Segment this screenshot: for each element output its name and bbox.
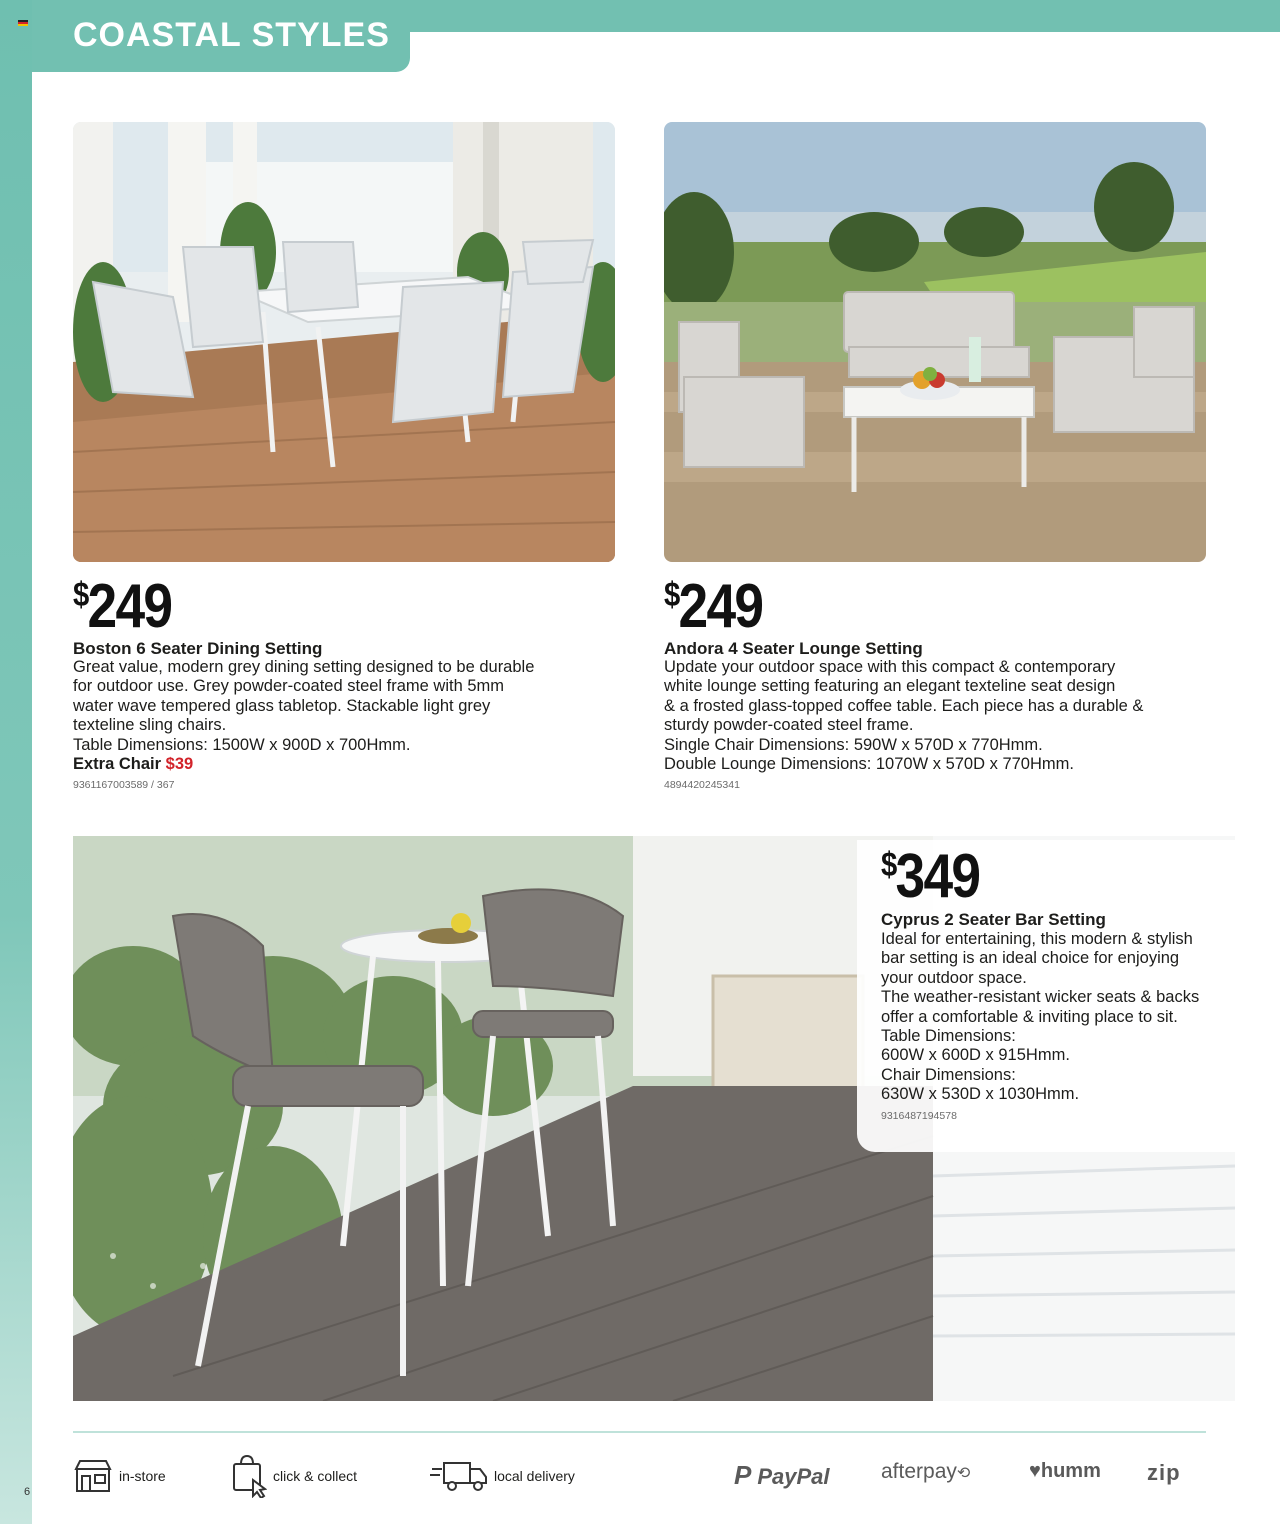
description-line: The weather-resistant wicker seats & backs	[881, 988, 1200, 1007]
andora-lounge-photo	[664, 122, 1206, 562]
andora-title: Andora 4 Seater Lounge Setting	[664, 639, 923, 658]
boston-title: Boston 6 Seater Dining Setting	[73, 639, 323, 658]
description-line: 600W x 600D x 915Hmm.	[881, 1046, 1070, 1065]
description-line: offer a comfortable & inviting place to sit.	[881, 1007, 1178, 1026]
description-line: Table Dimensions:	[881, 1027, 1016, 1046]
payment-name: zip	[1147, 1460, 1181, 1485]
service-label: in-store	[119, 1468, 166, 1484]
description-line: Double Lounge Dimensions: 1070W x 570D x 770Hmm.	[664, 755, 1074, 774]
description-line: Great value, modern grey dining setting designed to be durable	[73, 658, 535, 676]
paypal-mark-icon: P	[734, 1460, 752, 1490]
page-number: 6	[24, 1486, 31, 1498]
payment-name: afterpay	[881, 1460, 957, 1483]
price-value: 249	[87, 572, 172, 641]
store-icon	[73, 1459, 113, 1493]
humm-mark-icon: ♥	[1029, 1460, 1041, 1482]
afterpay-logo	[881, 1460, 970, 1484]
service-label: local delivery	[494, 1468, 575, 1484]
price-value: 349	[895, 842, 980, 911]
description-line: Single Chair Dimensions: 590W x 570D x 770Hmm.	[664, 735, 1043, 754]
payment-name: PayPal	[757, 1464, 830, 1489]
description-line: bar setting is an ideal choice for enjoying	[881, 949, 1180, 968]
description-line: Chair Dimensions:	[881, 1065, 1016, 1084]
description-line: 630W x 530D x 1030Hmm.	[881, 1085, 1080, 1104]
description-line: your outdoor space.	[881, 968, 1027, 987]
description-line: texteline sling chairs.	[73, 716, 227, 735]
cyprus-title: Cyprus 2 Seater Bar Setting	[881, 910, 1106, 929]
andora-description	[664, 658, 1224, 774]
payment-name: humm	[1040, 1460, 1101, 1482]
boston-barcode-number: 9361167003589 / 367	[73, 779, 175, 791]
service-click-collect	[231, 1456, 357, 1496]
boston-dining-photo	[73, 122, 615, 562]
description-line: Update your outdoor space with this compact & contemporary	[664, 658, 1116, 676]
flag-icon	[18, 20, 28, 26]
description-line: Table Dimensions: 1500W x 900D x 700Hmm.	[73, 735, 411, 754]
currency-symbol: $	[664, 576, 679, 614]
extra-chair-offer	[73, 755, 613, 774]
description-line: water wave tempered glass tabletop. Stackable light grey	[73, 696, 491, 715]
cyprus-price	[881, 842, 980, 911]
description-line: for outdoor use. Grey powder-coated steel frame with 5mm	[73, 677, 505, 696]
extra-chair-label: Extra Chair	[73, 755, 162, 774]
boston-price	[73, 572, 172, 641]
paypal-logo	[734, 1460, 830, 1491]
price-value: 249	[678, 572, 763, 641]
description-line: white lounge setting featuring an elegant texteline seat design	[664, 677, 1116, 696]
description-line: Ideal for entertaining, this modern & stylish	[881, 930, 1193, 948]
service-local-delivery	[430, 1456, 575, 1496]
boston-description	[73, 658, 613, 774]
andora-barcode-number: 4894420245341	[664, 779, 740, 791]
andora-price	[664, 572, 763, 641]
section-title: COASTAL STYLES	[73, 16, 390, 54]
zip-logo	[1147, 1460, 1181, 1486]
service-label: click & collect	[273, 1468, 358, 1484]
cyprus-barcode-number: 9316487194578	[881, 1110, 957, 1122]
description-line: sturdy powder-coated steel frame.	[664, 716, 914, 735]
extra-chair-price: $39	[165, 755, 194, 774]
delivery-truck-icon	[430, 1459, 488, 1493]
description-line: & a frosted glass-topped coffee table. Each piece has a durable &	[664, 696, 1144, 715]
section-heading	[32, 0, 410, 72]
shopping-bag-cursor-icon	[231, 1454, 267, 1498]
service-in-store	[73, 1456, 166, 1496]
afterpay-arrows-icon: ⟲	[956, 1465, 971, 1482]
currency-symbol: $	[881, 846, 896, 884]
page-frame-left	[0, 0, 32, 1524]
currency-symbol: $	[73, 576, 88, 614]
footer-divider	[73, 1431, 1206, 1433]
cyprus-description	[881, 930, 1241, 1105]
humm-logo	[1029, 1460, 1101, 1483]
